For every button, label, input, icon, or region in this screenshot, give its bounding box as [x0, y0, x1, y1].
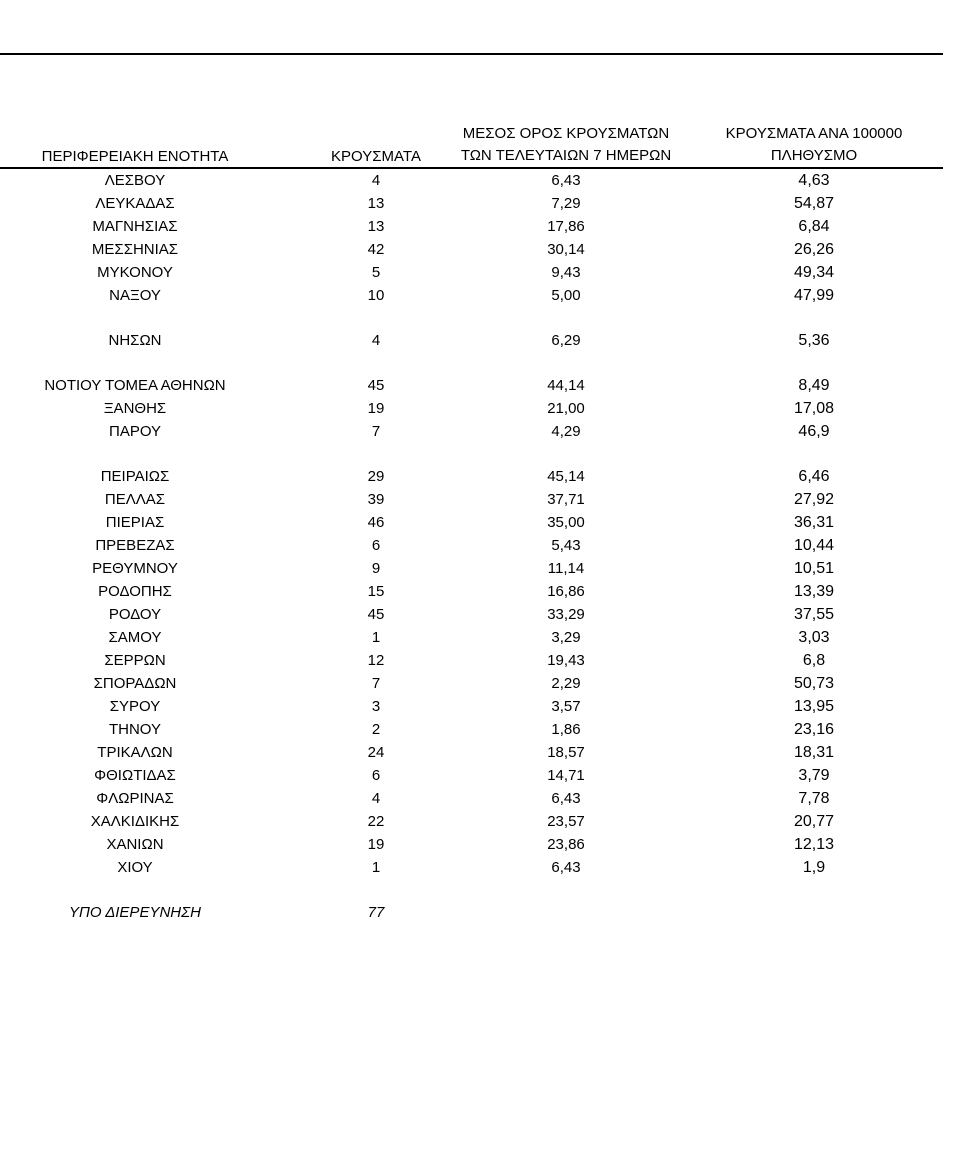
cell-cases: 19: [367, 836, 385, 853]
cell-region: ΣΕΡΡΩΝ: [104, 652, 166, 669]
cell-per-100k: 47,99: [793, 287, 835, 304]
cell-region: ΣΠΟΡΑΔΩΝ: [93, 675, 177, 692]
cell-per-100k: 23,16: [793, 721, 835, 738]
cell-cases: 13: [367, 195, 385, 212]
cell-avg: 16,86: [547, 583, 585, 600]
cell-cases: 6: [371, 767, 381, 784]
cell-avg: 1,86: [551, 721, 581, 738]
cell-region: ΜΑΓΝΗΣΙΑΣ: [92, 218, 178, 235]
cell-cases: 45: [367, 606, 385, 623]
cell-region: ΧΑΝΙΩΝ: [106, 836, 164, 853]
cell-per-100k: 50,73: [793, 675, 835, 692]
cell-cases: 4: [371, 790, 381, 807]
row-spacer: [0, 879, 976, 901]
cell-cases: 10: [367, 287, 385, 304]
cell-per-100k: 17,08: [793, 400, 835, 417]
cell-per-100k: 6,84: [798, 218, 830, 235]
cell-per-100k: 18,31: [793, 744, 835, 761]
cell-avg: 7,29: [551, 195, 581, 212]
row-spacer: [0, 443, 976, 465]
cell-region: ΛΕΥΚΑΔΑΣ: [95, 195, 175, 212]
cell-avg: 44,14: [547, 377, 585, 394]
cell-cases: 6: [371, 537, 381, 554]
cell-avg: 30,14: [547, 241, 585, 258]
cell-region: ΠΙΕΡΙΑΣ: [105, 514, 165, 531]
cell-cases: 1: [371, 859, 381, 876]
cell-avg: 5,43: [551, 537, 581, 554]
cell-region: ΤΡΙΚΑΛΩΝ: [97, 744, 173, 761]
cell-per-100k: 20,77: [793, 813, 835, 830]
cell-avg: 6,43: [551, 172, 581, 189]
cell-region: ΝΟΤΙΟΥ ΤΟΜΕΑ ΑΘΗΝΩΝ: [44, 377, 226, 394]
cell-cases: 13: [367, 218, 385, 235]
cell-region: ΣΑΜΟΥ: [108, 629, 162, 646]
cell-avg: 11,14: [547, 560, 585, 577]
table-row: [0, 764, 976, 787]
row-spacer: [0, 352, 976, 374]
cell-cases: 45: [367, 377, 385, 394]
table-row: [0, 695, 976, 718]
top-rule: [0, 53, 943, 55]
table-row: [0, 238, 976, 261]
cell-per-100k: 3,03: [798, 629, 830, 646]
table-row: [0, 741, 976, 764]
table-row: [0, 511, 976, 534]
cell-avg: 3,29: [551, 629, 581, 646]
cell-region: ΡΟΔΟΥ: [108, 606, 162, 623]
table-row: [0, 465, 976, 488]
cell-cases: 22: [367, 813, 385, 830]
cell-region: ΡΕΘΥΜΝΟΥ: [92, 560, 178, 577]
footer-cases: 77: [367, 904, 385, 921]
header-avg-line1: ΜΕΣΟΣ ΟΡΟΣ ΚΡΟΥΣΜΑΤΩΝ: [462, 125, 670, 142]
cell-per-100k: 54,87: [793, 195, 835, 212]
cell-cases: 29: [367, 468, 385, 485]
cell-avg: 6,43: [551, 790, 581, 807]
cell-region: ΛΕΣΒΟΥ: [104, 172, 166, 189]
cell-avg: 45,14: [547, 468, 585, 485]
cell-avg: 21,00: [547, 400, 585, 417]
cell-avg: 35,00: [547, 514, 585, 531]
table-row: [0, 169, 976, 192]
header-avg-7-days: [446, 123, 686, 167]
cell-region: ΜΕΣΣΗΝΙΑΣ: [91, 241, 179, 258]
cell-per-100k: 36,31: [793, 514, 835, 531]
table-row: [0, 787, 976, 810]
cell-avg: 5,00: [551, 287, 581, 304]
table-row: [0, 580, 976, 603]
cell-region: ΤΗΝΟΥ: [108, 721, 162, 738]
cell-region: ΠΕΙΡΑΙΩΣ: [100, 468, 170, 485]
cell-region: ΡΟΔΟΠΗΣ: [98, 583, 172, 600]
cell-region: ΠΕΛΛΑΣ: [104, 491, 166, 508]
cell-cases: 1: [371, 629, 381, 646]
cell-region: ΞΑΝΘΗΣ: [103, 400, 167, 417]
table-row: [0, 626, 976, 649]
cell-region: ΦΘΙΩΤΙΔΑΣ: [94, 767, 176, 784]
cell-avg: 2,29: [551, 675, 581, 692]
cell-per-100k: 8,49: [798, 377, 830, 394]
cell-region: ΝΑΞΟΥ: [109, 287, 161, 304]
cell-per-100k: 1,9: [802, 859, 826, 876]
cell-avg: 17,86: [547, 218, 585, 235]
cell-per-100k: 4,63: [798, 172, 830, 189]
table-row: [0, 856, 976, 879]
cell-region: ΠΑΡΟΥ: [108, 423, 162, 440]
cell-avg: 14,71: [547, 767, 585, 784]
header-cases: ΚΡΟΥΣΜΑΤΑ: [331, 148, 421, 165]
cell-per-100k: 46,9: [798, 423, 830, 440]
row-spacer: [0, 307, 976, 329]
cell-avg: 23,57: [547, 813, 585, 830]
cell-cases: 5: [371, 264, 381, 281]
cell-cases: 2: [371, 721, 381, 738]
cell-region: ΧΙΟΥ: [117, 859, 153, 876]
cell-per-100k: 37,55: [793, 606, 835, 623]
cell-per-100k: 5,36: [798, 332, 830, 349]
table-row: [0, 833, 976, 856]
cell-cases: 46: [367, 514, 385, 531]
cell-avg: 4,29: [551, 423, 581, 440]
cell-cases: 3: [371, 698, 381, 715]
cell-per-100k: 13,95: [793, 698, 835, 715]
cell-avg: 9,43: [551, 264, 581, 281]
cell-per-100k: 13,39: [793, 583, 835, 600]
cell-region: ΦΛΩΡΙΝΑΣ: [96, 790, 174, 807]
cell-cases: 12: [367, 652, 385, 669]
cell-region: ΠΡΕΒΕΖΑΣ: [95, 537, 175, 554]
cell-cases: 19: [367, 400, 385, 417]
cell-per-100k: 27,92: [793, 491, 835, 508]
cell-region: ΝΗΣΩΝ: [108, 332, 162, 349]
cell-per-100k: 7,78: [798, 790, 830, 807]
cell-avg: 19,43: [547, 652, 585, 669]
cell-per-100k: 49,34: [793, 264, 835, 281]
cell-avg: 3,57: [551, 698, 581, 715]
table-row: [0, 215, 976, 238]
cell-region: ΧΑΛΚΙΔΙΚΗΣ: [90, 813, 180, 830]
cell-avg: 23,86: [547, 836, 585, 853]
header-region: ΠΕΡΙΦΕΡΕΙΑΚΗ ΕΝΟΤΗΤΑ: [41, 148, 229, 165]
footer-region: ΥΠΟ ΔΙΕΡΕΥΝΗΣΗ: [69, 904, 201, 921]
table-row: [0, 672, 976, 695]
table-row: [0, 329, 976, 352]
header-avg-line2: ΤΩΝ ΤΕΛΕΥΤΑΙΩΝ 7 ΗΜΕΡΩΝ: [460, 147, 672, 164]
table-row: [0, 718, 976, 741]
table-row: [0, 534, 976, 557]
cell-per-100k: 3,79: [798, 767, 830, 784]
cell-per-100k: 10,51: [793, 560, 835, 577]
cell-cases: 42: [367, 241, 385, 258]
table-row: [0, 420, 976, 443]
cell-avg: 18,57: [547, 744, 585, 761]
header-per-100k: [700, 123, 928, 167]
cell-per-100k: 6,8: [802, 652, 826, 669]
table-row: [0, 397, 976, 420]
cell-per-100k: 26,26: [793, 241, 835, 258]
cell-per-100k: 12,13: [793, 836, 835, 853]
table-row: [0, 810, 976, 833]
table-row: [0, 557, 976, 580]
cell-cases: 4: [371, 332, 381, 349]
cell-avg: 33,29: [547, 606, 585, 623]
cell-cases: 24: [367, 744, 385, 761]
cell-cases: 7: [371, 423, 381, 440]
table-row: [0, 192, 976, 215]
cell-cases: 15: [367, 583, 385, 600]
header-per-line1: ΚΡΟΥΣΜΑΤΑ ΑΝΑ 100000: [725, 125, 903, 142]
cell-avg: 37,71: [547, 491, 585, 508]
cell-avg: 6,29: [551, 332, 581, 349]
cell-region: ΜΥΚΟΝΟΥ: [97, 264, 173, 281]
cell-per-100k: 10,44: [793, 537, 835, 554]
table-row: [0, 261, 976, 284]
table-row: [0, 603, 976, 626]
cell-cases: 7: [371, 675, 381, 692]
cell-cases: 39: [367, 491, 385, 508]
cell-region: ΣΥΡΟΥ: [109, 698, 161, 715]
cell-cases: 9: [371, 560, 381, 577]
table-row: [0, 374, 976, 397]
table-body: [0, 169, 976, 924]
header-per-line2: ΠΛΗΘΥΣΜΟ: [770, 147, 858, 164]
footer-row: [0, 901, 976, 924]
table-row: [0, 284, 976, 307]
table-row: [0, 649, 976, 672]
table-row: [0, 488, 976, 511]
cell-avg: 6,43: [551, 859, 581, 876]
cell-cases: 4: [371, 172, 381, 189]
cell-per-100k: 6,46: [798, 468, 830, 485]
